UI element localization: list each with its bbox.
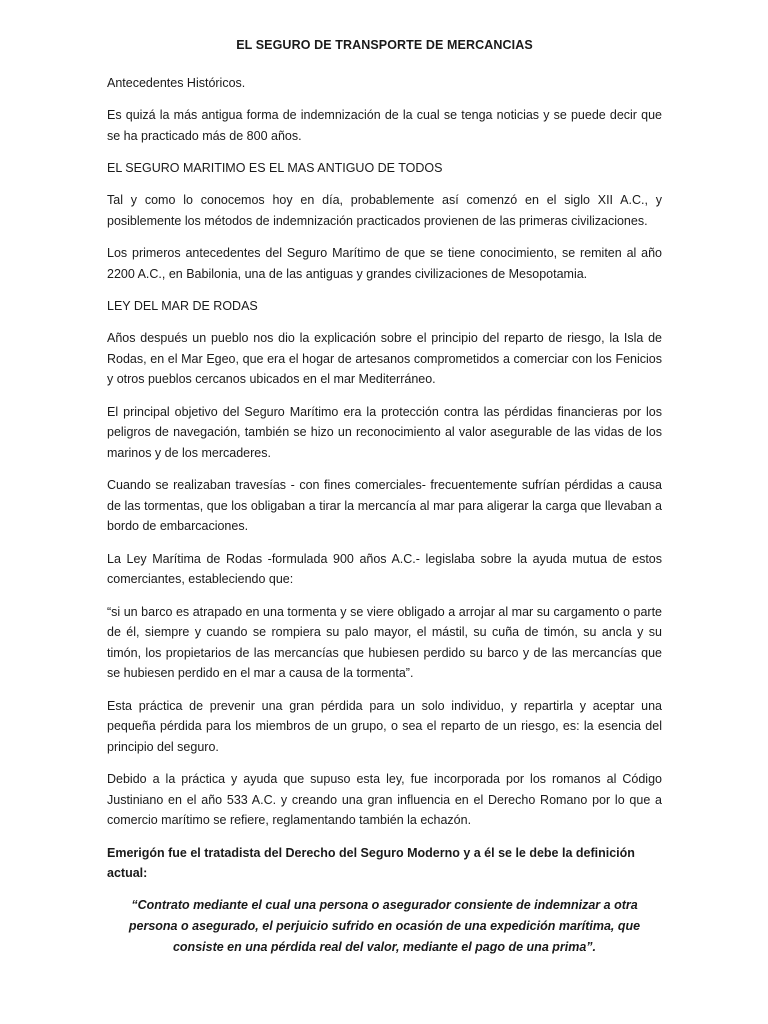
paragraph: Cuando se realizaban travesías - con fines comerciales- frecuentemente sufrían pérdidas a causa de las tormentas, que los obligaban a tirar la mercancía al mar para aligerar la carga que llevaban a bordo de embarcaciones. xyxy=(107,478,662,533)
paragraph: La Ley Marítima de Rodas -formulada 900 años A.C.- legislaba sobre la ayuda mutua de estos comerciantes, estableciendo que: xyxy=(107,551,662,586)
definition-quote: “Contrato mediante el cual una persona o asegurador consiente de indemnizar a otra persona o asegurado, el perjuicio sufrido en ocasión de una expedición marítima, que consiste en una pérdida real del valor, mediante el pago de una prima”. xyxy=(128,897,641,954)
paragraph: El principal objetivo del Seguro Marítimo era la protección contra las pérdidas financieras por los peligros de navegación, también se hizo un reconocimiento al valor asegurable de las vidas de los marinos y de los mercaderes. xyxy=(107,404,662,460)
emerigon-lead-in: Emerigón fue el tratadista del Derecho del Seguro Moderno y a él se le debe la definición actual: xyxy=(107,845,635,880)
paragraph: Esta práctica de prevenir una gran pérdida para un solo individuo, y repartirla y aceptar una pequeña pérdida para los miembros de un grupo, o sea el reparto de un riesgo, es: la esencia del principio del seguro. xyxy=(107,698,662,754)
document-page xyxy=(107,36,662,958)
paragraph: Los primeros antecedentes del Seguro Marítimo de que se tiene conocimiento, se remiten al año 2200 A.C., en Babilonia, una de las antiguas y grandes civilizaciones de Mesopotamia. xyxy=(107,246,662,281)
paragraph: Es quizá la más antigua forma de indemnización de la cual se tenga noticias y se puede decir que se ha practicado más de 800 años. xyxy=(107,108,662,143)
rodas-law-quote: “si un barco es atrapado en una tormenta y se viere obligado a arrojar al mar su cargamento o parte de él, siempre y cuando se rompiera su palo mayor, el mástil, su cuña de timón, su ancla y su timón, los propietarios de las mercancías que hubiesen perdido su barco y de las mercancías que se hubiesen perdido en el mar a causa de la tormenta”. xyxy=(107,604,662,680)
document-title: EL SEGURO DE TRANSPORTE DE MERCANCIAS xyxy=(236,38,533,52)
section-heading-antecedentes: Antecedentes Históricos. xyxy=(107,76,246,90)
section-heading-rodas: LEY DEL MAR DE RODAS xyxy=(107,299,258,313)
paragraph: Años después un pueblo nos dio la explicación sobre el principio del reparto de riesgo, la Isla de Rodas, en el Mar Egeo, que era el hogar de artesanos comprometidos a comerciar con los Fenicios y otros pueblos cercanos ubicados en el mar Mediterráneo. xyxy=(107,331,662,386)
paragraph: Tal y como lo conocemos hoy en día, probablemente así comenzó en el siglo XII A.C., y posiblemente los métodos de indemnización practicados provienen de las primeras civilizaciones. xyxy=(107,193,662,228)
paragraph: Debido a la práctica y ayuda que supuso esta ley, fue incorporada por los romanos al Código Justiniano en el año 533 A.C. y creando una gran influencia en el Derecho Romano por lo que a comercio marítimo se refiere, reglamentando también la echazón. xyxy=(107,772,662,827)
section-heading-maritimo: EL SEGURO MARITIMO ES EL MAS ANTIGUO DE TODOS xyxy=(107,161,443,175)
